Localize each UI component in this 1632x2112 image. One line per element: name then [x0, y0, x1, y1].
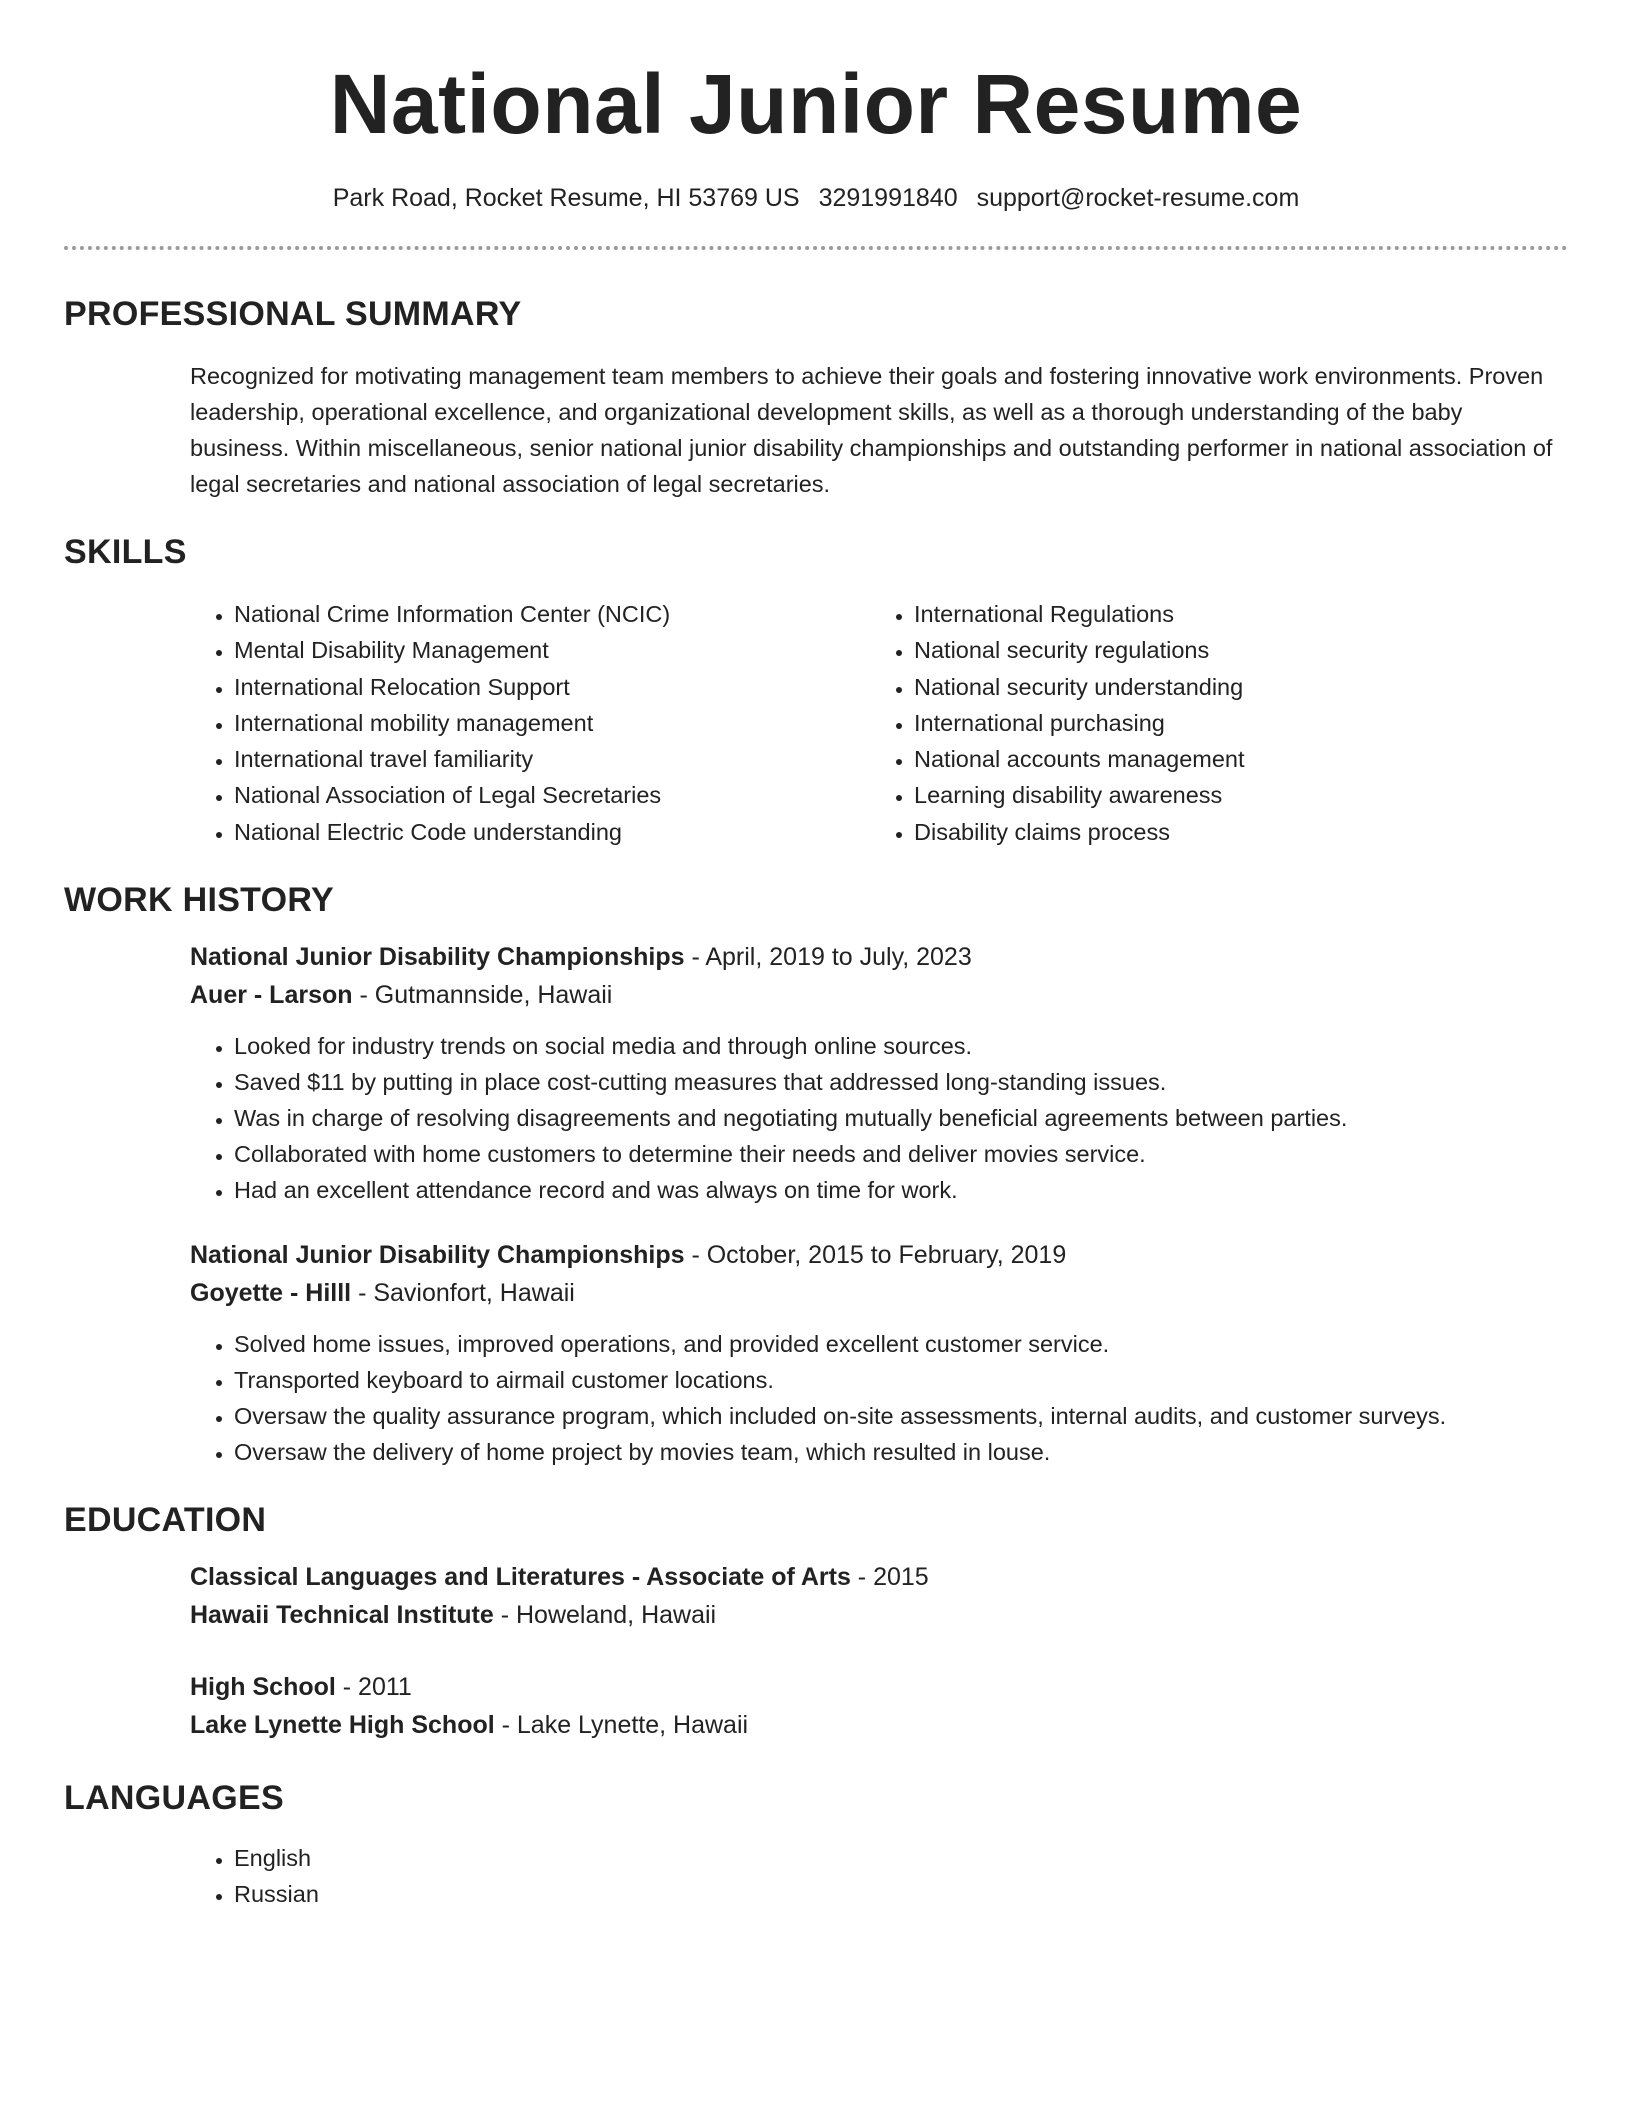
language-item: • English	[234, 1840, 1568, 1876]
education-location: - Howeland, Hawaii	[493, 1601, 717, 1630]
education-year: - 2015	[850, 1563, 929, 1592]
skill-item: • National accounts management	[914, 741, 1245, 777]
job-bullet: • Oversaw the delivery of home project by movies team, which resulted in louse.	[234, 1434, 1568, 1470]
work-history-title: WORK HISTORY	[64, 881, 334, 920]
job-bullet: • Had an excellent attendance record and was always on time for work.	[234, 1172, 1568, 1208]
job-position-line	[190, 938, 1568, 976]
job-bullet: • Was in charge of resolving disagreements and negotiating mutually beneficial agreements between parties.	[234, 1100, 1568, 1136]
job-position: National Junior Disability Championships	[190, 943, 685, 972]
skill-item: • Mental Disability Management	[234, 632, 870, 668]
skill-item: • Learning disability awareness	[914, 777, 1245, 813]
skill-item: • National Crime Information Center (NCIC)	[234, 596, 870, 632]
job-entry	[190, 1236, 1568, 1470]
job-bullets	[190, 1326, 1568, 1470]
job-entry	[190, 938, 1568, 1208]
job-company-line	[190, 976, 1568, 1014]
skill-item: • National security regulations	[914, 632, 1245, 668]
education-school-line	[190, 1706, 1568, 1744]
education-school: Lake Lynette High School	[190, 1711, 495, 1740]
job-bullet: • Solved home issues, improved operations, and provided excellent customer service.	[234, 1326, 1568, 1362]
job-dates: - April, 2019 to July, 2023	[684, 943, 972, 972]
language-item: • Russian	[234, 1876, 1568, 1912]
job-position-line	[190, 1236, 1568, 1274]
contact-line	[64, 182, 1568, 214]
education-entry	[190, 1558, 1568, 1634]
education-degree: Classical Languages and Literatures - Associate of Arts	[190, 1563, 851, 1592]
languages-list	[190, 1840, 1568, 1912]
skill-item: • National Association of Legal Secretaries	[234, 777, 870, 813]
job-company: Goyette - Hilll	[190, 1279, 352, 1308]
job-bullet: • Transported keyboard to airmail customer locations.	[234, 1362, 1568, 1398]
job-bullet: • Collaborated with home customers to determine their needs and deliver movies service.	[234, 1136, 1568, 1172]
skill-item: • International Relocation Support	[234, 669, 870, 705]
skill-item: • National security understanding	[914, 669, 1245, 705]
skill-item: • International Regulations	[914, 596, 1245, 632]
skills-column-2	[870, 596, 1245, 850]
skill-item: • International mobility management	[234, 705, 870, 741]
skills-list	[190, 596, 1568, 850]
job-bullet: • Saved $11 by putting in place cost-cutting measures that addressed long-standing issues.	[234, 1064, 1568, 1100]
education-degree: High School	[190, 1673, 336, 1702]
job-dates: - October, 2015 to February, 2019	[684, 1241, 1067, 1270]
skill-item: • International purchasing	[914, 705, 1245, 741]
header-divider	[64, 246, 1568, 250]
languages-title: LANGUAGES	[64, 1779, 284, 1818]
resume-page	[64, 0, 1568, 1912]
skill-item: • Disability claims process	[914, 814, 1245, 850]
education-degree-line	[190, 1558, 1568, 1596]
job-company-line	[190, 1274, 1568, 1312]
skill-item: • National Electric Code understanding	[234, 814, 870, 850]
job-bullets	[190, 1028, 1568, 1208]
education-title: EDUCATION	[64, 1501, 267, 1540]
job-bullet: • Oversaw the quality assurance program, which included on-site assessments, internal audits, and customer surveys.	[234, 1398, 1568, 1434]
education-entry	[190, 1668, 1568, 1744]
education-location: - Lake Lynette, Hawaii	[494, 1711, 749, 1740]
education-school: Hawaii Technical Institute	[190, 1601, 494, 1630]
summary-title: PROFESSIONAL SUMMARY	[64, 295, 522, 333]
resume-name: National Junior Resume	[329, 57, 1303, 151]
job-location: - Savionfort, Hawaii	[351, 1279, 575, 1308]
job-company: Auer - Larson	[190, 981, 353, 1010]
job-position: National Junior Disability Championships	[190, 1241, 685, 1270]
education-year: - 2011	[335, 1673, 412, 1702]
contact-phone: 3291991840	[818, 184, 958, 212]
contact-address: Park Road, Rocket Resume, HI 53769 US	[332, 184, 800, 212]
skills-column-1	[190, 596, 870, 850]
education-school-line	[190, 1596, 1568, 1634]
job-bullet: • Looked for industry trends on social media and through online sources.	[234, 1028, 1568, 1064]
job-location: - Gutmannside, Hawaii	[352, 981, 613, 1010]
contact-email[interactable]: support@rocket-resume.com	[976, 184, 1300, 212]
summary-text: Recognized for motivating management team members to achieve their goals and fostering innovative work environments. Proven leadership, operational excellence, and organizational development skills, as well as a thorough understanding of the baby business. Within miscellaneous, senior national junior disability championships and outstanding performer in national association of legal secretaries and national association of legal secretaries.	[190, 363, 1553, 497]
education-degree-line	[190, 1668, 1568, 1706]
skill-item: • International travel familiarity	[234, 741, 870, 777]
skills-title: SKILLS	[64, 533, 187, 571]
